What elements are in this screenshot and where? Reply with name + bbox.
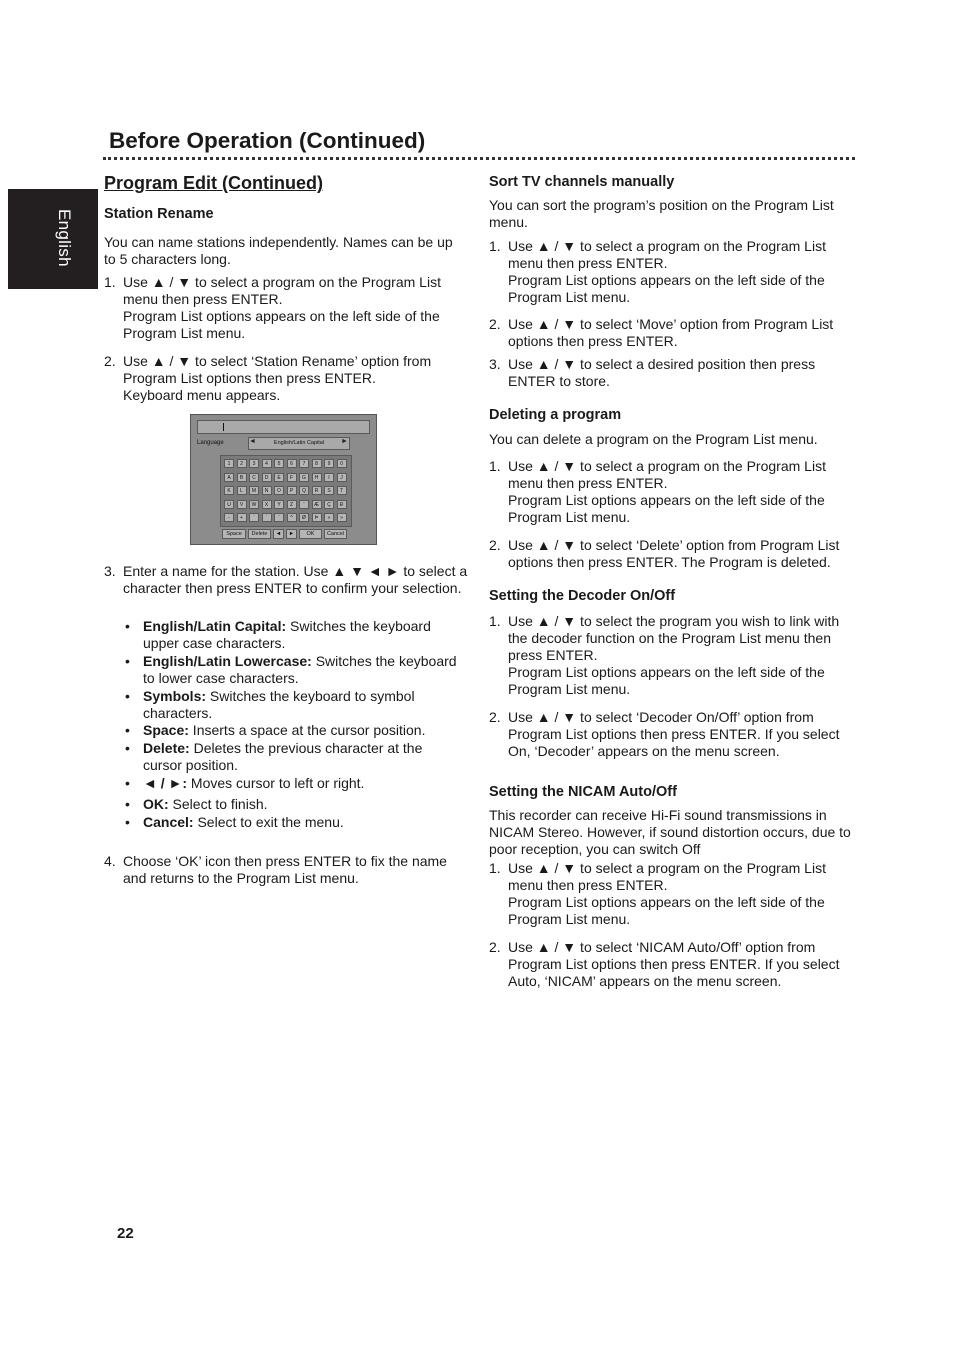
list-item <box>489 939 853 990</box>
step-text: Use ▲ / ▼ to select a program on the Program List menu then press ENTER. Program List options appears on the left side of the Program List menu. <box>508 458 826 525</box>
keyboard-key: H <box>312 473 322 482</box>
bullet-item: • ◄ / ►: Moves cursor to left or right. <box>125 775 365 791</box>
keyboard-key: » <box>337 513 347 522</box>
list-item <box>489 613 853 698</box>
step-text: Use ▲ / ▼ to select ‘NICAM Auto/Off’ option from Program List options then press ENTER. If you select Auto, ‘NICAM’ appears on the menu screen. <box>508 939 840 989</box>
keyboard-button: ► <box>286 529 297 539</box>
keyboard-key: S <box>324 486 334 495</box>
step-number: 1. <box>489 613 501 629</box>
keyboard-menu-screenshot <box>190 414 377 545</box>
nicam-intro: This recorder can receive Hi-Fi sound transmissions in NICAM Stereo. However, if sound distortion occurs, due to poor reception, you can switch Off <box>489 807 851 857</box>
language-tab <box>8 189 98 289</box>
bullet-item: • Delete: Deletes the previous character at the cursor position. <box>125 740 423 773</box>
step-text: Use ▲ / ▼ to select a program on the Program List menu then press ENTER. Program List options appears on the left side of the Program List menu. <box>508 238 826 305</box>
text-cursor <box>223 423 224 431</box>
keyboard-key: B <box>237 473 247 482</box>
list-item <box>489 238 853 306</box>
delete-heading: Deleting a program <box>489 407 622 423</box>
station-rename-intro: You can name stations independently. Names can be up to 5 characters long. <box>104 234 453 267</box>
step-text: Use ▲ / ▼ to select ‘Decoder On/Off’ option from Program List options then press ENTER. If you select On, ‘Decoder’ appears on the menu screen. <box>508 709 840 759</box>
keyboard-button: Space <box>222 529 246 539</box>
keyboard-key: ' <box>299 500 309 509</box>
keyboard-key: F <box>287 473 297 482</box>
step-number: 3. <box>489 356 501 372</box>
list-item <box>489 356 853 390</box>
step-number: 2. <box>489 939 501 955</box>
step-number: 2. <box>489 709 501 725</box>
section-title: Program Edit (Continued) <box>104 173 323 193</box>
step-number: 3. <box>104 563 116 579</box>
bullet-item: • OK: Select to finish. <box>125 796 268 812</box>
step-number: 1. <box>104 274 116 290</box>
keyboard-key: 9 <box>324 459 334 468</box>
keyboard-key: W <box>249 500 259 509</box>
keyboard-button: Cancel <box>324 529 347 539</box>
keyboard-key: Þ <box>312 513 322 522</box>
keyboard-key: X <box>262 500 272 509</box>
step-number: 1. <box>489 860 501 876</box>
decoder-heading: Setting the Decoder On/Off <box>489 588 676 604</box>
keyboard-key: I <box>324 473 334 482</box>
nicam-heading: Setting the NICAM Auto/Off <box>489 784 677 800</box>
keyboard-button: OK <box>299 529 322 539</box>
step-number: 1. <box>489 458 501 474</box>
keyboard-key: Q <box>299 486 309 495</box>
keyboard-key: - <box>224 513 234 522</box>
sort-intro: You can sort the program’s position on the Program List menu. <box>489 197 834 230</box>
keyboard-key: M <box>249 486 259 495</box>
bullet-item: • English/Latin Lowercase: Switches the keyboard to lower case characters. <box>125 653 457 686</box>
language-tab-label: English <box>55 209 74 267</box>
arrow-right-icon: ► <box>341 438 348 445</box>
list-item <box>104 353 464 404</box>
keyboard-key: 6 <box>287 459 297 468</box>
step-number: 1. <box>489 238 501 254</box>
list-item <box>489 537 853 571</box>
step-text: Use ▲ / ▼ to select the program you wish to link with the decoder function on the Program List menu then press ENTER. Program List options appears on the left side of the Program List menu. <box>508 613 840 697</box>
list-item <box>489 458 853 526</box>
keyboard-key: P <box>287 486 297 495</box>
keyboard-key: ^ <box>287 513 297 522</box>
keyboard-key: U <box>224 500 234 509</box>
keyboard-key: ´ <box>262 513 272 522</box>
station-rename-heading: Station Rename <box>104 206 214 222</box>
keyboard-key: N <box>262 486 272 495</box>
language-label: Language <box>197 440 224 446</box>
keyboard-key: L <box>237 486 247 495</box>
page-number: 22 <box>117 1225 134 1242</box>
keyboard-key: V <box>237 500 247 509</box>
keyboard-key: Y <box>274 500 284 509</box>
keyboard-button: ◄ <box>273 529 284 539</box>
page-title: Before Operation (Continued) <box>109 128 426 153</box>
arrow-left-icon: ◄ <box>249 438 256 445</box>
keyboard-key: 0 <box>337 459 347 468</box>
step-text: Use ▲ / ▼ to select ‘Delete’ option from Program List options then press ENTER. The Program is deleted. <box>508 537 840 570</box>
list-item <box>104 853 468 887</box>
keyboard-key: « <box>324 513 334 522</box>
list-item <box>489 316 853 350</box>
keyboard-key: Ø <box>299 513 309 522</box>
keyboard-key: Æ <box>312 500 322 509</box>
step-number: 2. <box>104 353 116 369</box>
bullet-item: • English/Latin Capital: Switches the keyboard upper case characters. <box>125 618 431 651</box>
keyboard-key: A <box>224 473 234 482</box>
delete-intro: You can delete a program on the Program List menu. <box>489 431 818 447</box>
name-input-box <box>197 420 370 434</box>
keyboard-key: R <box>312 486 322 495</box>
keyboard-key: G <box>299 473 309 482</box>
keyboard-key: K <box>224 486 234 495</box>
keyboard-key: 8 <box>312 459 322 468</box>
list-item <box>104 274 464 342</box>
list-item <box>489 709 853 760</box>
step-number: 2. <box>489 537 501 553</box>
step-text: Enter a name for the station. Use ▲ ▼ ◄ ► to select a character then press ENTER to confirm your selection. <box>123 563 468 596</box>
keyboard-key: E <box>274 473 284 482</box>
bullet-item: • Cancel: Select to exit the menu. <box>125 814 344 830</box>
keyboard-key: Z <box>287 500 297 509</box>
list-item <box>104 563 468 597</box>
keyboard-key: D <box>262 473 272 482</box>
keyboard-key: + <box>237 513 247 522</box>
keyboard-key: ` <box>249 513 259 522</box>
keyboard-key: ¨ <box>274 513 284 522</box>
step-text: Choose ‘OK’ icon then press ENTER to fix the name and returns to the Program List menu. <box>123 853 447 886</box>
step-text: Use ▲ / ▼ to select a program on the Program List menu then press ENTER. Program List options appears on the left side of the Program List menu. <box>508 860 826 927</box>
keyboard-key: Ç <box>324 500 334 509</box>
bullet-item: • Symbols: Switches the keyboard to symbol characters. <box>125 688 415 721</box>
step-text: Use ▲ / ▼ to select ‘Station Rename’ option from Program List options then press ENTER. Keyboard menu appears. <box>123 353 432 403</box>
language-selector: English/Latin Capital <box>248 437 350 450</box>
step-number: 2. <box>489 316 501 332</box>
step-text: Use ▲ / ▼ to select a desired position then press ENTER to store. <box>508 356 816 389</box>
keyboard-key: O <box>274 486 284 495</box>
keyboard-key: 5 <box>274 459 284 468</box>
step-text: Use ▲ / ▼ to select ‘Move’ option from Program List options then press ENTER. <box>508 316 834 349</box>
title-divider <box>103 157 855 160</box>
bullet-item: • Space: Inserts a space at the cursor position. <box>125 722 426 738</box>
step-text: Use ▲ / ▼ to select a program on the Program List menu then press ENTER. Program List options appears on the left side of the Program List menu. <box>123 274 441 341</box>
keyboard-key: Ð <box>337 500 347 509</box>
keyboard-key: C <box>249 473 259 482</box>
keyboard-key: 7 <box>299 459 309 468</box>
sort-heading: Sort TV channels manually <box>489 174 675 190</box>
keyboard-key: 2 <box>237 459 247 468</box>
step-number: 4. <box>104 853 116 869</box>
keyboard-button: Delete <box>248 529 271 539</box>
keyboard-key: J <box>337 473 347 482</box>
keyboard-key: T <box>337 486 347 495</box>
character-grid <box>220 455 352 527</box>
list-item <box>489 860 853 928</box>
keyboard-key: 3 <box>249 459 259 468</box>
keyboard-key: 1 <box>224 459 234 468</box>
keyboard-key: 4 <box>262 459 272 468</box>
